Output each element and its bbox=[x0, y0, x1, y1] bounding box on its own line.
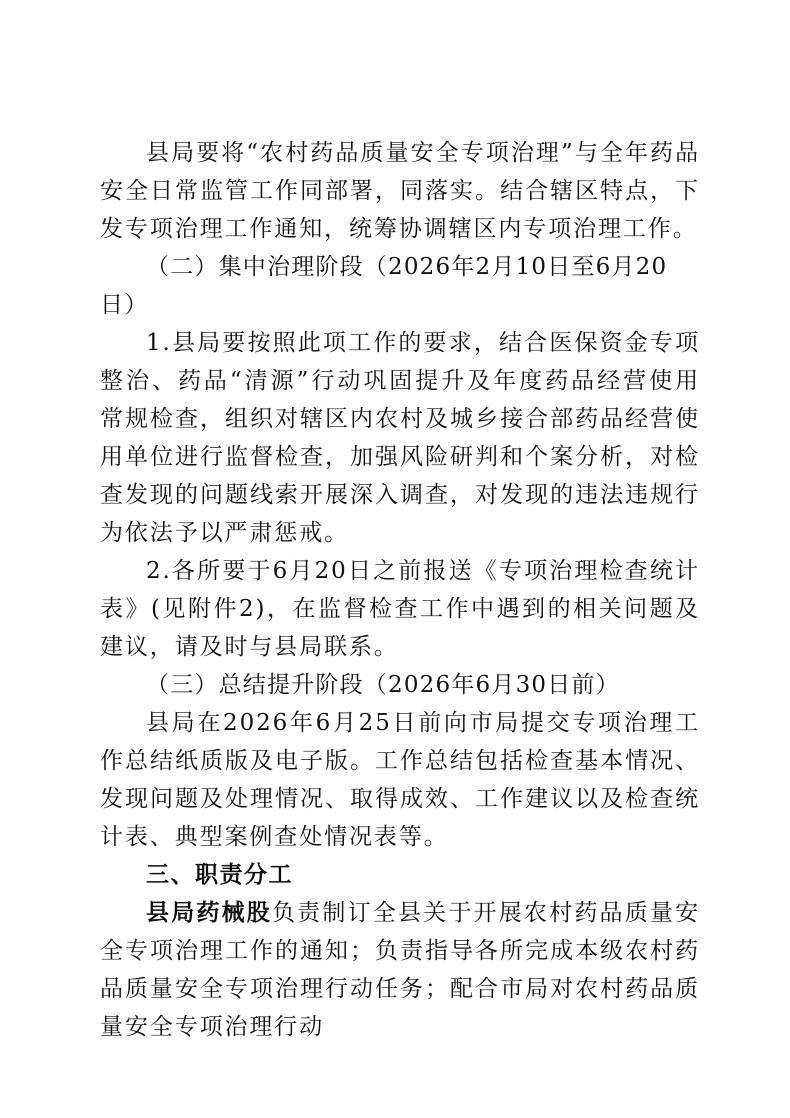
paragraph-item-2: 2.各所要于6月20日之前报送《专项治理检查统计表》(见附件2)，在监督检查工作中遇到的相关问题及建议，请及时与县局联系。 bbox=[100, 558, 700, 660]
paragraph-item-1: 1.县局要按照此项工作的要求，结合医保资金专项整治、药品“清源”行动巩固提升及年度药品经营使用常规检查，组织对辖区内农村及城乡接合部药品经营使用单位进行监督检查，加强风险研判和个案分析，对检查发现的问题线索开展深入调查，对发现的违法违规行为依法予以严肃惩戒。 bbox=[100, 330, 700, 546]
paragraph-responsibilities-text: 负责制订全县关于开展农村药品质量安全专项治理工作的通知；负责指导各所完成本级农村药品质量安全专项治理行动任务；配合市局对农村药品质量安全专项治理行动 bbox=[100, 900, 700, 1040]
paragraph-deployment: 县局要将“农村药品质量安全专项治理”与全年药品安全日常监管工作同部署，同落实。结合辖区特点，下发专项治理工作通知，统筹协调辖区内专项治理工作。 bbox=[100, 140, 700, 242]
paragraph-summary: 县局在2026年6月25日前向市局提交专项治理工作总结纸质版及电子版。工作总结包括检查基本情况、发现问题及处理情况、取得成效、工作建议以及检查统计表、典型案例查处情况表等。 bbox=[100, 710, 700, 850]
section-heading-summary-stage: （三）总结提升阶段（2026年6月30日前） bbox=[146, 672, 620, 698]
paragraph-responsibilities bbox=[100, 894, 700, 1046]
paragraph-lead-term: 县局药械股 bbox=[146, 900, 272, 926]
section-heading-concentrated-stage: （二）集中治理阶段（2026年2月10日至6月20日） bbox=[100, 254, 668, 318]
section-heading-responsibilities: 三、职责分工 bbox=[146, 862, 293, 888]
document-body bbox=[100, 134, 700, 1046]
